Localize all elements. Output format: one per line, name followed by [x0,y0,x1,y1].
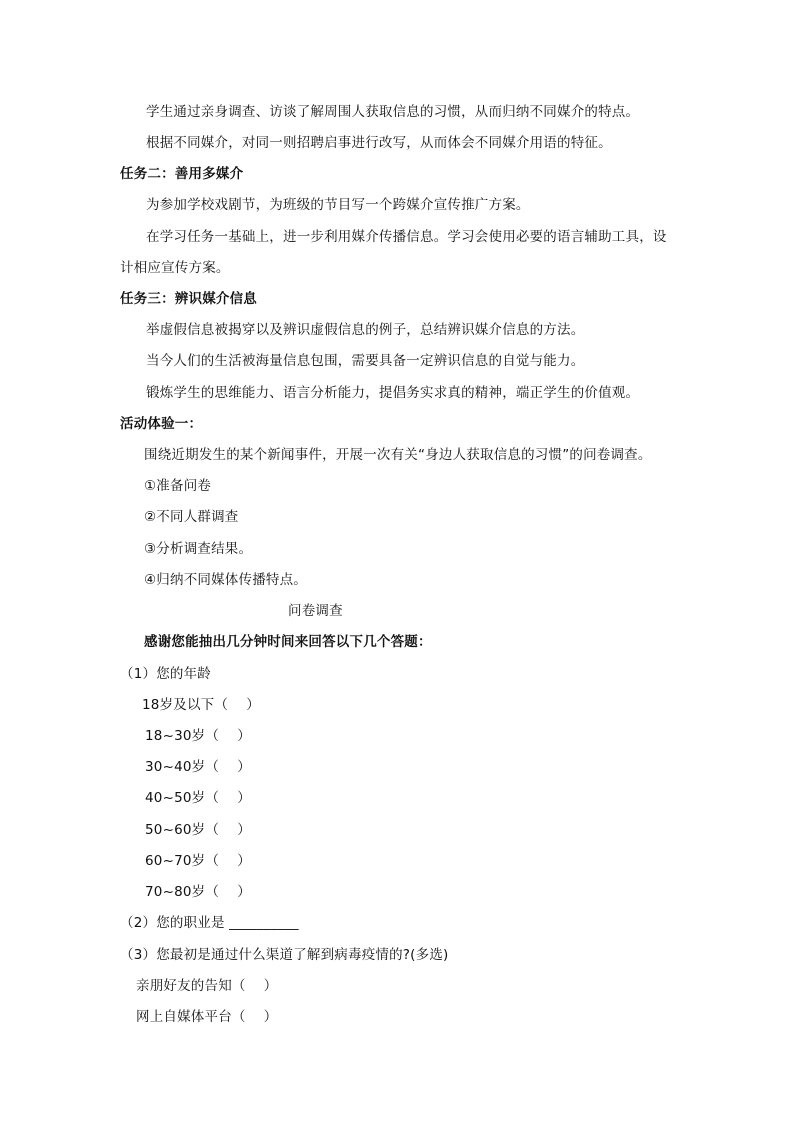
survey-question: （2）您的职业是 __________ [120,915,299,931]
survey-option: 18~30岁（ ） [145,728,251,744]
survey-question: （3）您最初是通过什么渠道了解到病毒疫情的?(多选) [120,947,449,963]
list-item: ④归纳不同媒体传播特点。 [144,572,308,588]
list-item: ③分析调查结果。 [144,541,253,557]
paragraph-line: 在学习任务一基础上，进一步利用媒介传播信息。学习会使用必要的语言辅助工具，设 [146,229,667,245]
survey-option: 30~40岁（ ） [145,759,251,775]
survey-question: （1）您的年龄 [120,666,211,682]
list-item: ①准备问卷 [144,478,212,494]
survey-intro: 感谢您能抽出几分钟时间来回答以下几个答题： [144,634,432,650]
survey-option: 40~50岁（ ） [145,790,251,806]
paragraph-line: 当今人们的生活被海量信息包围，需要具备一定辨识信息的自觉与能力。 [146,353,585,369]
section-heading: 活动体验一： [120,416,203,432]
section-heading: 任务三：辨识媒介信息 [120,291,257,307]
survey-option: 亲朋好友的告知（ ） [136,978,278,994]
paragraph-line: 为参加学校戏剧节，为班级的节目写一个跨媒介宣传推广方案。 [146,197,530,213]
paragraph-line: 学生通过亲身调查、访谈了解周围人获取信息的习惯，从而归纳不同媒介的特点。 [146,104,640,120]
survey-option: 18岁及以下（ ） [142,697,260,713]
paragraph-line: 围绕近期发生的某个新闻事件，开展一次有关“身边人获取信息的习惯”的问卷调查。 [144,447,652,463]
list-item: ②不同人群调查 [144,509,239,525]
paragraph-line: 根据不同媒介，对同一则招聘启事进行改写，从而体会不同媒介用语的特征。 [146,135,612,151]
survey-option: 50~60岁（ ） [145,822,251,838]
survey-title: 问卷调查 [288,603,343,619]
survey-option: 70~80岁（ ） [145,884,251,900]
paragraph-line: 举虚假信息被揭穿以及辨识虚假信息的例子，总结辨识媒介信息的方法。 [146,322,585,338]
section-heading: 任务二：善用多媒介 [120,166,244,182]
survey-option: 网上自媒体平台（ ） [136,1009,278,1025]
paragraph-line: 计相应宣传方案。 [120,260,230,276]
survey-option: 60~70岁（ ） [145,853,251,869]
paragraph-line: 锻炼学生的思维能力、语言分析能力，提倡务实求真的精神，端正学生的价值观。 [146,385,640,401]
